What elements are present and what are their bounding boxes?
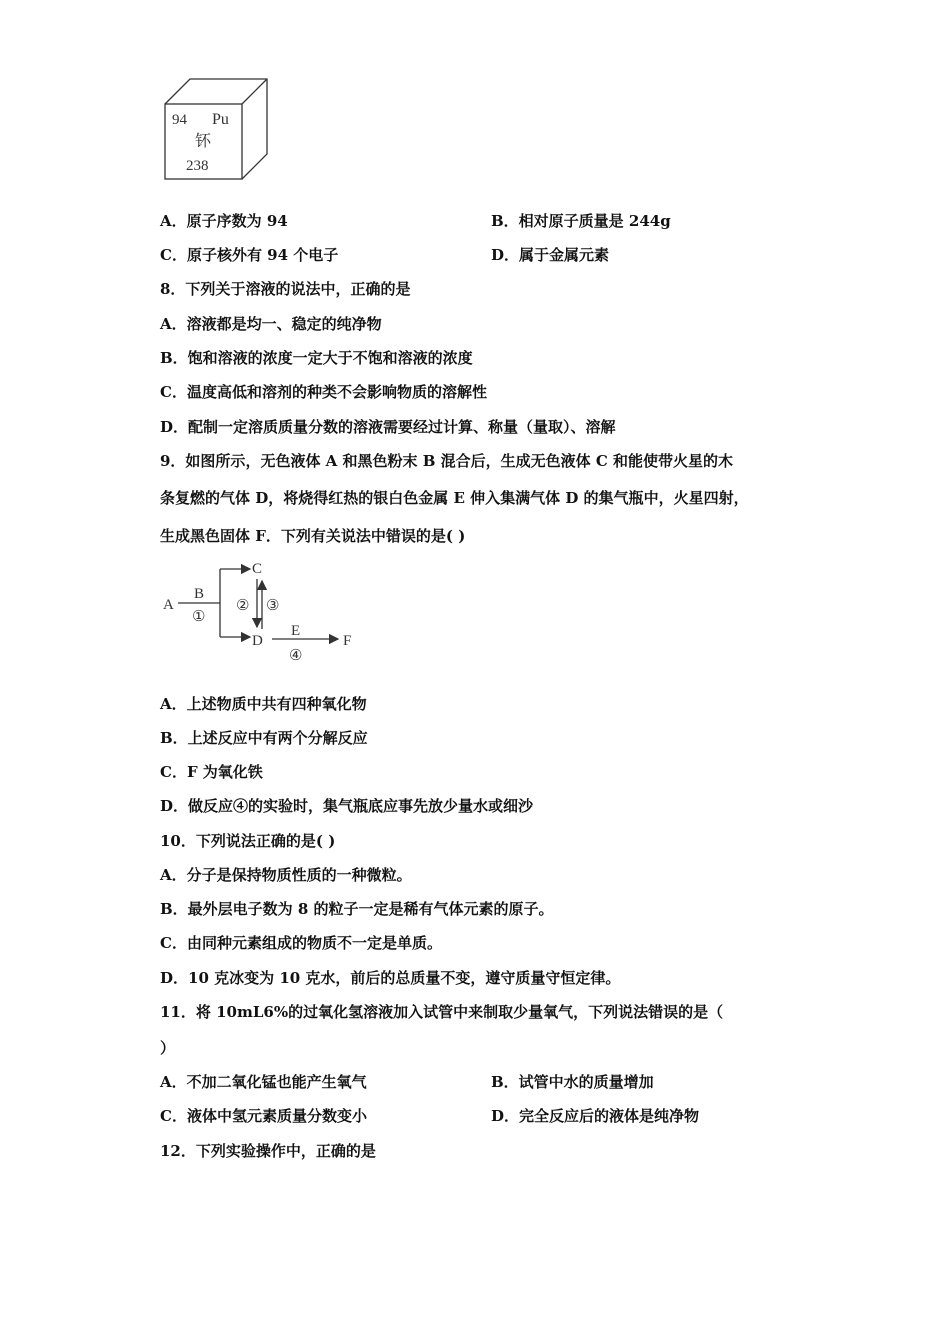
element-symbol: Pu bbox=[212, 111, 229, 128]
reaction-4-label: ④ bbox=[289, 648, 303, 664]
q8-stem: 8．下列关于溶液的说法中，正确的是 bbox=[160, 280, 411, 298]
q9-stem-line1: 9．如图所示，无色液体 A 和黑色粉末 B 混合后，生成无色液体 C 和能使带火星的木 bbox=[160, 452, 734, 470]
q9-stem-line3: 生成黑色固体 F．下列有关说法中错误的是( ) bbox=[160, 527, 466, 545]
q10-option-c: C．由同种元素组成的物质不一定是单质。 bbox=[160, 934, 442, 952]
q9-option-d: D．做反应④的实验时，集气瓶底应事先放少量水或细沙 bbox=[160, 797, 534, 815]
q7-option-b: B．相对原子质量是 244g bbox=[491, 212, 671, 230]
node-b-label: B bbox=[194, 586, 205, 602]
q7-option-c: C．原子核外有 94 个电子 bbox=[160, 246, 339, 264]
q11-stem-line2: ） bbox=[160, 1039, 176, 1057]
q8-option-c: C．温度高低和溶剂的种类不会影响物质的溶解性 bbox=[160, 383, 487, 401]
q9-option-c: C．F 为氧化铁 bbox=[160, 763, 263, 781]
q10-option-d: D．10 克冰变为 10 克水，前后的总质量不变，遵守质量守恒定律。 bbox=[160, 969, 621, 987]
node-e-label: E bbox=[291, 623, 301, 639]
q9-option-b: B．上述反应中有两个分解反应 bbox=[160, 729, 368, 747]
q9-option-a: A．上述物质中共有四种氧化物 bbox=[160, 695, 367, 713]
q11-stem-line1: 11．将 10mL6%的过氧化氢溶液加入试管中来制取少量氧气，下列说法错误的是（ bbox=[160, 1003, 724, 1021]
q7-option-d: D．属于金属元素 bbox=[491, 246, 610, 264]
node-f: F bbox=[343, 633, 352, 649]
atomic-mass: 238 bbox=[186, 158, 209, 174]
reaction-2-label: ② bbox=[236, 598, 250, 614]
reaction-3-label: ③ bbox=[266, 598, 280, 614]
q9-stem-line2: 条复燃的气体 D，将烧得红热的银白色金属 E 伸入集满气体 D 的集气瓶中，火星四射， bbox=[160, 489, 749, 507]
q11-option-a: A．不加二氧化锰也能产生氧气 bbox=[160, 1073, 367, 1091]
q11-option-c: C．液体中氢元素质量分数变小 bbox=[160, 1107, 367, 1125]
q12-stem: 12．下列实验操作中，正确的是 bbox=[160, 1142, 376, 1160]
q10-option-b: B．最外层电子数为 8 的粒子一定是稀有气体元素的原子。 bbox=[160, 900, 554, 918]
element-name: 钚 bbox=[195, 133, 212, 150]
q10-stem: 10．下列说法正确的是( ) bbox=[160, 832, 336, 850]
reaction-diagram bbox=[160, 557, 360, 667]
q8-option-a: A．溶液都是均一、稳定的纯净物 bbox=[160, 315, 382, 333]
q10-option-a: A．分子是保持物质性质的一种微粒。 bbox=[160, 866, 412, 884]
q11-option-d: D．完全反应后的液体是纯净物 bbox=[491, 1107, 700, 1125]
q8-option-b: B．饱和溶液的浓度一定大于不饱和溶液的浓度 bbox=[160, 349, 473, 367]
atomic-number: 94 bbox=[172, 112, 187, 128]
q8-option-d: D．配制一定溶质质量分数的溶液需要经过计算、称量（量取）、溶解 bbox=[160, 418, 616, 436]
node-d: D bbox=[252, 633, 263, 649]
element-card-figure bbox=[160, 74, 272, 184]
q7-option-a: A．原子序数为 94 bbox=[160, 212, 288, 230]
node-a: A bbox=[163, 597, 174, 613]
q11-option-b: B．试管中水的质量增加 bbox=[491, 1073, 654, 1091]
reaction-1-label: ① bbox=[192, 609, 206, 625]
node-c: C bbox=[252, 561, 263, 577]
